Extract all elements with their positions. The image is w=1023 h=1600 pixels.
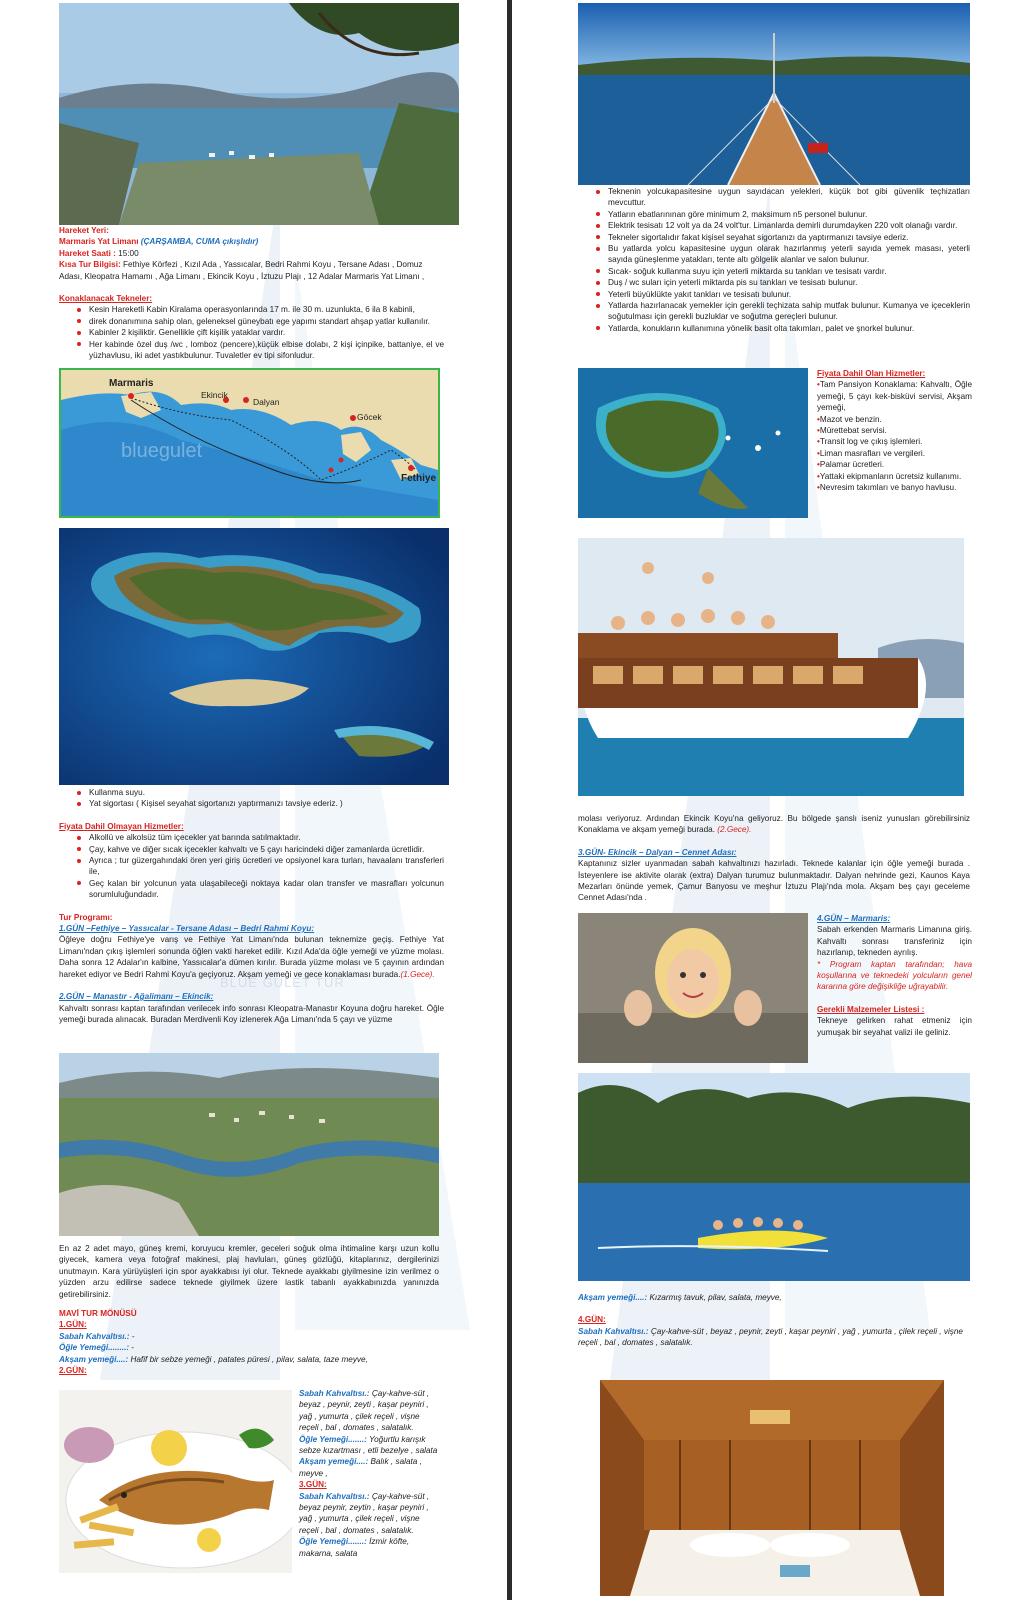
kisa-tur-label: Kısa Tur Bilgisi: xyxy=(59,260,121,270)
tekne-item: Sıcak- soğuk kullanma suyu için yeterli miktarda su tankları ve tesisatı vardır. xyxy=(608,266,970,277)
liman-name: Marmaris Yat Limanı xyxy=(59,237,139,247)
after-island-item: Yat sigortası ( Kişisel seyahat sigortanızı yaptırmanızı tavsiye ederiz. ) xyxy=(89,798,444,809)
day2-cont: molası veriyoruz. Ardından Ekincik Koyu'na geliyoruz. Bu bölgede şanslı iseniz yunusları görebilirsiniz Konaklama ve akşam yemeği burada. xyxy=(578,814,970,835)
menu-day3-ogle: İzmir köfte, makarna, salata xyxy=(299,1537,410,1558)
day4-text: Sabah erkenden Marmaris Limanına giriş. Kahvaltı sonrası transferiniz için hazırlanıp, tekneden ayrılış. xyxy=(817,925,972,958)
tekne-item: Elektrik tesisatı 12 volt ya da 24 volt'tur. Limanlarda demirli durumdayken 220 volt olanağı vardır. xyxy=(608,220,970,231)
day2-night: (2.Gece). xyxy=(717,825,752,835)
kisa-tur-value: Fethiye Körfezi , Kızıl Ada , Yassıcalar, Bedri Rahmi Koyu , Tersane Adası , Domuz Adası, Kleopatra Hamamı , Ağa Limanı , Ekincik Koyu , İztuzu Plajı , 12 Adalar Marmaris Yat Limanı , xyxy=(59,260,425,281)
day1-text: Öğleye doğru Fethiye'ye varış ve Fethiye Yat Limanı'nda bulunan teknemize geçiş. Fethiye Yat Limanı'ndan çıkış işlemleri sonunda öğlen vakti hareket edilir. Kızıl Ada'da öğle yemeği ve yüzme molası. Daha sonra 12 Adalar'ın kalbine, Yassıcalar'a dümen kırılır. Burada yüzme molası ve 5 çayının ardından hareket ediyor ve Bedri Rahmi Koyu'a geçiyoruz. Akşam yemeği ve gece konaklaması burada. xyxy=(59,935,444,979)
menu-day2-sabah-label: Sabah Kahvaltısı.: xyxy=(299,1389,370,1398)
day1-title: 1.GÜN –Fethiye – Yassıcalar - Tersane Adası – Bedri Rahmi Koyu: xyxy=(59,924,315,934)
menu-day2-aksam: Balık , salata , meyve , xyxy=(299,1457,422,1478)
menu-day2-sabah: Çay-kahve-süt , beyaz , peynir, zeyti , kaşar peyniri , yağ , yumurta , çilek reçeli , vişne reçeli , bal , domates , salatalık. xyxy=(299,1389,430,1433)
menu-day3-sabah: Çay-kahve-süt , beyaz peynir, zeytin , kaşar peyniri , yağ , yumurta , çilek reçeli , vişne reçeli , bal , domates , salatalık. xyxy=(299,1491,430,1535)
fethiye-bay-photo xyxy=(59,3,459,225)
menu-day2: 2.GÜN: xyxy=(59,1366,87,1376)
aerial-island-photo xyxy=(59,528,449,785)
banana-boat-photo xyxy=(578,1073,970,1281)
mud-bath-photo xyxy=(578,913,808,1063)
map-label-marmaris: Marmaris xyxy=(109,378,154,389)
dahil-heading: Fiyata Dahil Olan Hizmetler: xyxy=(817,369,926,378)
hareket-yeri-label: Hareket Yeri: xyxy=(59,226,109,235)
menu-day3-sabah-label: Sabah Kahvaltısı.: xyxy=(299,1491,370,1501)
tekne-item: Tekneler sigortalıdır fakat kişisel seyahat sigortanızı da yaptırmanızı tavsiye ederiz. xyxy=(608,232,970,243)
tekneler-item: Kabinler 2 kişiliktir. Genellikle çift kişilik yataklar vardır. xyxy=(89,327,444,338)
page-divider xyxy=(507,0,512,1600)
map-label-gocek: Göcek xyxy=(357,412,382,422)
dahil-item: Palamar ücretleri. xyxy=(819,460,885,470)
tekneler-item: Kesin Hareketli Kabin Kiralama operasyonlarında 17 m. ile 30 m. uzunlukta, 6 ila 8 kabinli, xyxy=(89,304,444,315)
tekne-item: Yatların ebatlarınınan göre minimum 2, maksimum n5 personel bulunur. xyxy=(608,209,970,220)
dahil-item: Mürettebat servisi. xyxy=(819,426,887,436)
dahil-olmayan-item: Çay, kahve ve diğer sıcak içecekler kahvaltı ve 5 çayı haricindeki diğer zamanlarda ücretlidir. xyxy=(89,844,444,855)
menu-day4-sabah: Çay-kahve-süt , beyaz , peynir, zeyti , kaşar peyniri , yağ , yumurta , çilek reçeli , vişne reçeli , bal , domates , salatalık. xyxy=(578,1326,963,1348)
menu-day3-ogle-label: Öğle Yemeği.......: xyxy=(299,1537,367,1547)
menu-day1-aksam: Hafif bir sebze yemeği , patates püresi , pilav, salata, taze meyve, xyxy=(130,1354,368,1364)
dahil-item: Nevresim takımları ve banyo havlusu. xyxy=(819,483,957,493)
route-map xyxy=(59,368,440,518)
menu-day2-ogle-label: Öğle Yemeği.......: xyxy=(299,1434,367,1444)
dahil-olmayan-heading: Fiyata Dahil Olmayan Hizmetler: xyxy=(59,821,184,831)
menu-day1-ogle: - xyxy=(131,1343,135,1353)
menu-day1-aksam-label: Akşam yemeği....: xyxy=(59,1354,129,1364)
menu-day3-aksam-label: Akşam yemeği....: xyxy=(578,1293,648,1302)
gerekli-heading: Gerekli Malzemeler Listesi : xyxy=(817,1004,925,1014)
dahil-item: Yattaki ekipmanların ücretsiz kullanımı. xyxy=(819,471,962,481)
dahil-item: Liman masrafları ve vergileri. xyxy=(819,448,925,458)
dahil-item: Transit log ve çıkış işlemleri. xyxy=(819,437,923,447)
tekneler-heading: Konaklanacak Tekneler: xyxy=(59,294,153,304)
liman-note: (ÇARŞAMBA, CUMA çıkışlıdır) xyxy=(140,237,259,247)
menu-day4: 4.GÜN: xyxy=(578,1315,606,1325)
day4-title: 4.GÜN – Marmaris: xyxy=(817,914,891,923)
day4-note: * Program kaptan tarafından; hava koşullarına ve teknedeki yolcuların genel kararına göre değişikliğe uğrayabilir. xyxy=(817,959,972,992)
menu-day1-sabah: - xyxy=(131,1331,135,1341)
menu-day1-ogle-label: Öğle Yemeği........: xyxy=(59,1343,130,1353)
fish-plate-photo xyxy=(59,1390,292,1573)
tekne-item: Teknenin yolcukapasitesine uygun sayıdacan yelekleri, küçük bot gibi güvenlik teçhizatları mevcuttur. xyxy=(608,187,970,208)
hareket-saati-value: 15:00 xyxy=(118,248,139,258)
map-label-dalyan: Dalyan xyxy=(253,397,280,407)
day3-title: 3.GÜN- Ekincik – Dalyan – Cennet Adası: xyxy=(578,847,737,857)
dahil-olmayan-item: Geç kalan bir yolcunun yata ulaşabileceği noktaya kadar olan transfer ve masrafları yolcunun sorumluluğundadır. xyxy=(89,878,444,900)
gerekli-text: Tekneye gelirken rahat etmeniz için yumuşak bir seyahat valizi ile geliniz. xyxy=(817,1016,972,1037)
packing-text: En az 2 adet mayo, güneş kremi, koruyucu kremler, geceleri soğuk olma ihtimaline karşı uzun kollu giyecek, kamera veya fotoğraf makinesi, plaj havluları, güneş gözlüğü, kitaplarınız, dergilerinizi unutmayın. Kara yürüyüşleri için spor ayakkabısı iyi olur. Teknede ayakkabı giyilmesine izin verilmez o yüzden arzu edilirse sadece teknede giyilmek üzere lastik tabanlı ayakkabınızda yanınızda getirebilirsiniz. xyxy=(59,1244,439,1299)
menu-day2-aksam-label: Akşam yemeği....: xyxy=(299,1457,369,1467)
watermark-text: BLUE GULET TUR xyxy=(220,975,345,990)
dahil-item: Tam Pansiyon Konaklama: Kahvaltı, Öğle yemeği, 5 çayı kek-bisküvi servisi, Akşam yemeği, xyxy=(817,380,972,413)
menu-day1-sabah-label: Sabah Kahvaltısı.: xyxy=(59,1331,130,1341)
gulet-swimmers-photo xyxy=(578,538,964,796)
dahil-olmayan-item: Ayrıca ; tur güzergahındaki ören yeri giriş ücretleri ve opsiyonel kara turları, havaalanı transferleri ile, xyxy=(89,856,444,877)
menu-day3: 3.GÜN: xyxy=(299,1480,327,1490)
tekne-item: Yatlarda hazırlanacak yemekler için gerekli teçhizata sahip mutfak bulunur. Kumanya ve içeceklerin soğutulması için gerekli buzluklar ve soğutma gereçleri bulunur. xyxy=(608,301,970,322)
day2-title: 2.GÜN – Manastır - Ağalimanı – Ekincik: xyxy=(59,992,214,1002)
dahil-olmayan-item: Alkollü ve alkolsüz tüm içecekler yat barında satılmaktadır. xyxy=(89,832,444,843)
tekne-item: Yeterli büyüklükte yakıt tankları ve tesisatı bulunur. xyxy=(608,289,970,300)
menu-day4-sabah-label: Sabah Kahvaltısı.: xyxy=(578,1326,649,1336)
dahil-item: Mazot ve benzin. xyxy=(819,414,882,424)
after-island-item: Kullanma suyu. xyxy=(89,787,444,798)
dalyan-river-photo xyxy=(59,1053,439,1236)
tekneler-item: direk donanımına sahip olan, geleneksel güneybatı ege yapımı standart ahşap yatlar kullanılır. xyxy=(89,316,444,327)
menu-day3-aksam: Kızarmış tavuk, pilav, salata, meyve, xyxy=(649,1293,782,1302)
boat-bow-photo xyxy=(578,3,970,185)
menu-day2-ogle: Yoğurtlu karışık sebze kızartması , etli bezelye , salata xyxy=(299,1434,438,1456)
menu-day1: 1.GÜN: xyxy=(59,1320,87,1330)
tur-programi-heading: Tur Programı: xyxy=(59,912,113,922)
small-island-photo xyxy=(578,368,808,518)
menu-heading: MAVİ TUR MÖNÜSÜ xyxy=(59,1309,137,1318)
tekne-item: Duş / wc suları için yeterli miktarda pis su tankları ve tesisatı bulunur. xyxy=(608,277,970,288)
map-label-fethiye: Fethiye xyxy=(401,473,437,484)
day1-night: (1.Gece). xyxy=(400,969,435,979)
day2-text: Kahvaltı sonrası kaptan tarafından verilecek info sonrası Kleopatra-Manastır Koyuna doğru hareket. Öğle yemeği burada alınacak. Buradan Merdivenli Koy izlenerek Ağa Limanı'nda 5 çayı ve yüzme xyxy=(59,1003,444,1024)
hareket-saati-label: Hareket Saati : xyxy=(59,248,116,258)
tekne-item: Yatlarda, konukların kullanımına yönelik basit olta takımları, palet ve şnorkel bulunur. xyxy=(608,323,970,334)
day3-text: Kaptanınız sizler uyanmadan sabah kahvaltınızı hazırladı. Teknede kalanlar için öğle yemeği burada . İsteyenlere ise aktivite olarak (extra) Dalyan turumuz bulunmaktadır. Dalyan nehrinde gezi, Kaunos Kaya Mezarları önünde yemek, Çamur Banyosu ve meşhur İztuzu Plajı'nda mola. Akşam beş çayı geceleme Cennet Adası'nda . xyxy=(578,859,970,903)
cabin-photo xyxy=(600,1380,944,1596)
tekne-item: Bu yatlarda yolcu kapasitesine uygun olarak hazırlanmış yeterli sayıda yemek masası, yeterli sayıda güneşlenme yatakları, tente altı gölgelik alanlar ve salon bulunur. xyxy=(608,244,970,265)
tekneler-item: Her kabinde özel duş /wc , lomboz (pencere),küçük elbise dolabı, 2 kişi içinpike, battaniye, el ve yüzhavlusu, iki adet yastıkbulunur. Tuvaletler ev tipi sifonludur. xyxy=(89,339,444,361)
map-label-ekincik: Ekincik xyxy=(201,390,228,400)
map-watermark: bluegulet xyxy=(121,440,203,462)
